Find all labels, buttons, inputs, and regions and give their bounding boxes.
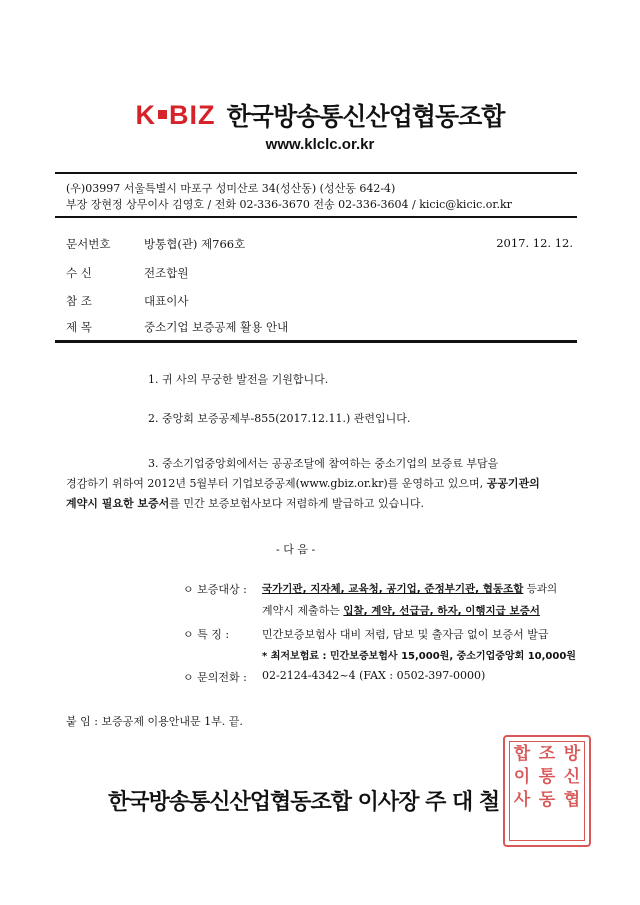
official-seal xyxy=(503,735,591,847)
doc-number-label: 문서번호 xyxy=(66,237,111,251)
letterhead-logo xyxy=(0,97,640,133)
paragraph-3-line-1: 3. 중소기업중앙회에서는 공공조달에 참여하는 중소기업의 보증료 부담을 xyxy=(148,457,499,470)
item-3-label: ㅇ 문의전화 : xyxy=(183,671,247,684)
item-1-line-2: 계약시 제출하는 입찰, 계약, 선급금, 하자, 이행지급 보증서 xyxy=(262,604,540,617)
paragraph-3-line-3: 계약시 필요한 보증서를 민간 보증보험사보다 저렴하게 발급하고 있습니다. xyxy=(66,497,425,510)
signature-line: 한국방송통신산업협동조합 이사장 주 대 철 xyxy=(108,790,500,815)
paragraph-2: 2. 중앙회 보증공제부-855(2017.12.11.) 관련입니다. xyxy=(148,412,411,425)
item-3-line-1: 02-2124-4342~4 (FAX : 0502-397-0000) xyxy=(262,669,486,682)
seal-col-2: 조 통 동 xyxy=(538,744,556,810)
doc-date: 2017. 12. 12. xyxy=(496,236,573,250)
item-2-label: ㅇ 특 징 : xyxy=(183,628,230,641)
doc-number: 방통협(관) 제766호 xyxy=(144,237,246,251)
item-1-label: ㅇ 보증대상 : xyxy=(183,583,247,596)
item-1-guarantees: 입찰, 계약, 선급금, 하자, 이행지급 보증서 xyxy=(343,605,540,617)
subject-rule xyxy=(55,340,577,343)
org-name: 한국방송통신산업협동조합 xyxy=(226,102,505,131)
section-heading: - 다 음 - xyxy=(276,543,316,556)
seal-col-3: 합 이 사 xyxy=(513,744,531,810)
attachment-note: 붙 임 : 보증공제 이용안내문 1부. 끝. xyxy=(66,715,243,728)
seal-col-1: 방 신 협 xyxy=(563,744,581,810)
subject: 중소기업 보증공제 활용 안내 xyxy=(144,320,289,334)
emphasis-public-agency: 공공기관의 xyxy=(486,477,540,490)
item-1-line-1: 국가기관, 지자체, 교육청, 공기업, 준정부기관, 협동조합 등과의 xyxy=(262,583,558,595)
reference-label: 참 조 xyxy=(66,294,92,308)
reference: 대표이사 xyxy=(144,294,189,308)
paragraph-3-line-2: 경감하기 위하여 2012년 5월부터 기업보증공제(www.gbiz.or.kr)를 운영하고 있으며, 공공기관의 xyxy=(66,477,540,490)
paragraph-1: 1. 귀 사의 무궁한 발전을 기원합니다. xyxy=(148,373,329,386)
top-rule xyxy=(55,172,577,174)
item-1-targets: 국가기관, 지자체, 교육청, 공기업, 준정부기관, 협동조합 xyxy=(262,583,524,595)
website-url: www.klclc.or.kr xyxy=(265,136,375,153)
emphasis-contract-guarantee: 계약시 필요한 보증서 xyxy=(66,497,170,510)
recipient-label: 수 신 xyxy=(66,266,92,280)
address-line: (우)03997 서울특별시 마포구 성미산로 34(성산동) (성산동 642-4) xyxy=(66,182,396,195)
contact-line: 부장 장현정 상무이사 김영호 / 전화 02-336-3670 전송 02-336-3604 / kicic@kicic.or.kr xyxy=(66,198,512,211)
kbiz-logo: K BIZ xyxy=(135,99,216,130)
subject-label: 제 목 xyxy=(66,320,92,334)
item-2-line-1: 민간보증보험사 대비 저렴, 담보 및 출자금 없이 보증서 발급 xyxy=(262,628,549,641)
header-rule xyxy=(55,216,577,218)
item-2-line-2: * 최저보험료 : 민간보증보험사 15,000원, 중소기업중앙회 10,000원 xyxy=(262,651,576,662)
logo-dot xyxy=(158,110,167,119)
recipient: 전조합원 xyxy=(144,266,189,280)
